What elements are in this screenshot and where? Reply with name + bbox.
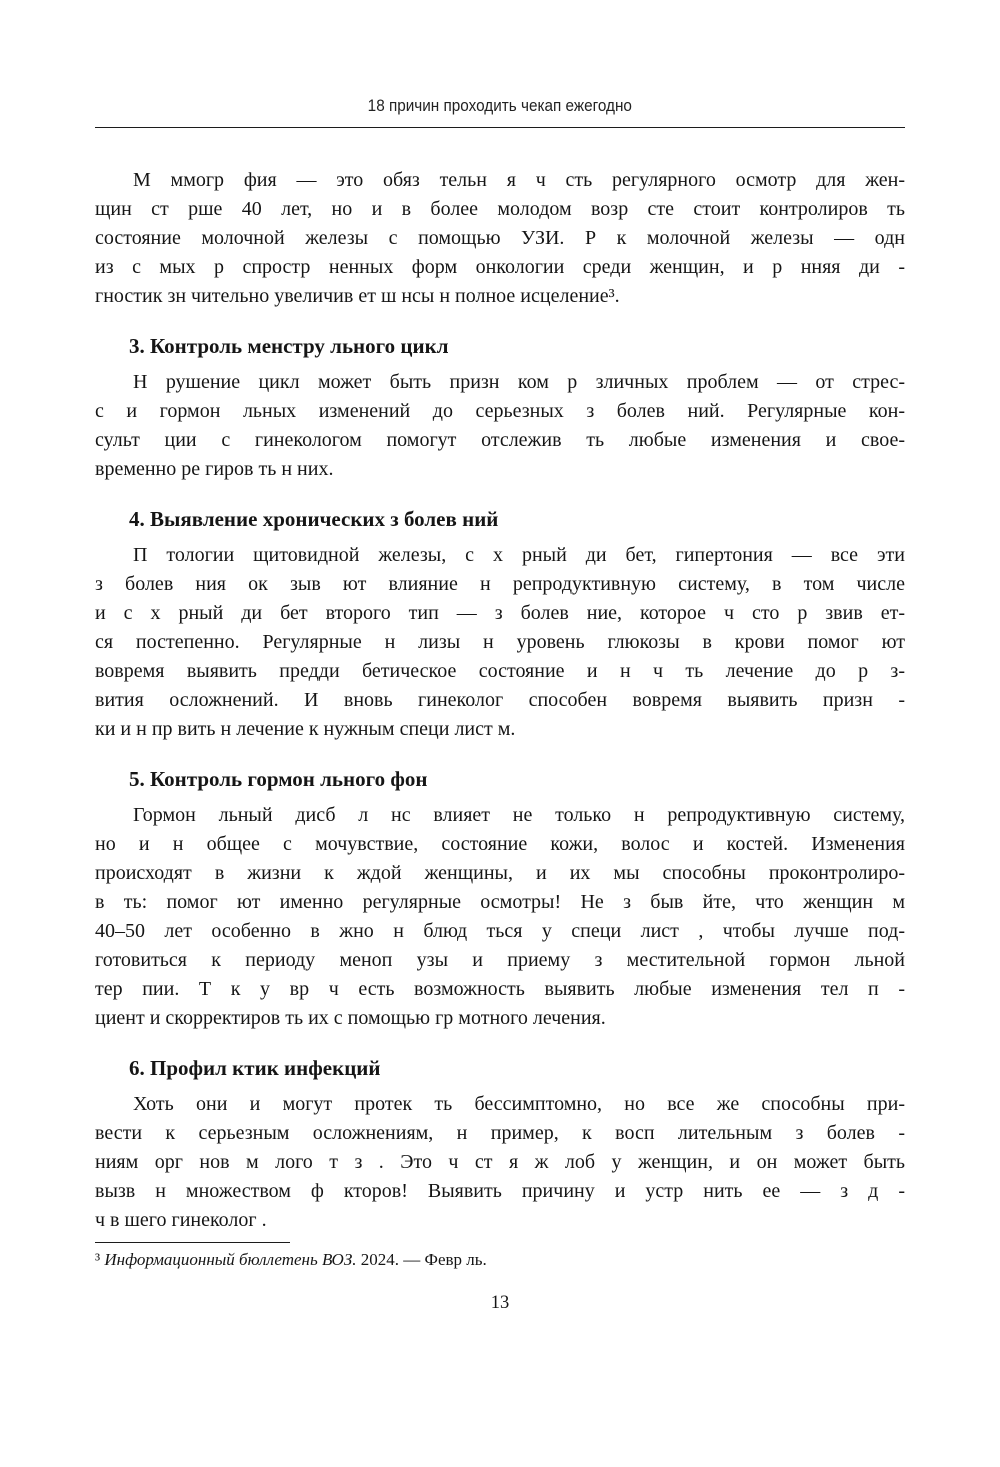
section-heading: 3. Контроль менстру льного цикл	[129, 334, 449, 358]
text-line: Хоть они и могут протек ть бессимптомно, но все же способны при-	[133, 1093, 905, 1115]
text-line: из с мых р спростр ненных форм онкологии среди женщин, и р нняя ди -	[95, 256, 905, 278]
footnote-block	[95, 1242, 905, 1271]
text-line: вития осложнений. И вновь гинеколог способен вовремя выявить призн -	[95, 689, 905, 711]
content-column	[95, 96, 905, 1314]
text-line: ч в шего гинеколог .	[95, 1209, 267, 1231]
text-line: ки и н пр вить н лечение к нужным специ лист м.	[95, 718, 516, 740]
paragraph	[95, 166, 905, 311]
text-line: тер пии. Т к у вр ч есть возможность выявить любые изменения тел п -	[95, 978, 905, 1000]
paragraph	[95, 1090, 905, 1235]
text-line: з болев ния ок зыв ют влияние н репродуктивную систему, в том числе	[95, 573, 905, 595]
text-line: П тологии щитовидной железы, с х рный ди бет, гипертония — все эти	[133, 544, 905, 566]
paragraph	[95, 368, 905, 484]
running-head: 18 причин проходить чекап ежегодно	[367, 96, 633, 115]
text-line: сульт ции с гинекологом помогут отслежив ть любые изменения и свое-	[95, 429, 905, 451]
text-line: в ть: помог ют именно регулярные осмотры! Не з быв йте, что женщин м	[95, 891, 905, 913]
footnote	[95, 1249, 905, 1271]
footnote-rest: 2024. — Февр ль.	[360, 1250, 487, 1269]
text-line: циент и скорректиров ть их с помощью гр мотного лечения.	[95, 1007, 606, 1029]
text-line: происходят в жизни к ждой женщины, и их мы способны проконтролиро-	[95, 862, 905, 884]
footnote-marker: ³	[95, 1250, 101, 1269]
section-heading: 4. Выявление хронических з болев ний	[129, 507, 499, 531]
text-line: временно ре гиров ть н них.	[95, 458, 334, 480]
text-line: щин ст рше 40 лет, но и в более молодом возр сте стоит контролиров ть	[95, 198, 905, 220]
text-line: М ммогр фия — это обяз тельн я ч сть регулярного осмотр для жен-	[133, 169, 905, 191]
text-line: вызв н множеством ф кторов! Выявить причину и устр нить ее — з д -	[95, 1180, 905, 1202]
text-line: Гормон льный дисб л нс влияет не только н репродуктивную систему,	[133, 804, 905, 826]
section-heading: 5. Контроль гормон льного фон	[129, 767, 428, 791]
text-line: и с х рный ди бет второго тип — з болев ние, которое ч сто р звив ет-	[95, 602, 905, 624]
footnote-source: Информационный бюллетень ВОЗ.	[104, 1250, 357, 1269]
text-line: гностик зн чительно увеличив ет ш нсы н полное исцеление³.	[95, 285, 620, 307]
text-line: готовиться к периоду меноп узы и приему з местительной гормон льной	[95, 949, 905, 971]
paragraph	[95, 801, 905, 1033]
text-line: 40–50 лет особенно в жно н блюд ться у специ лист , чтобы лучше под-	[95, 920, 905, 942]
text-line: ся постепенно. Регулярные н лизы н уровень глюкозы в крови помог ют	[95, 631, 905, 653]
text-line: ниям орг нов м лого т з . Это ч ст я ж лоб у женщин, и он может быть	[95, 1151, 905, 1173]
page-body	[95, 166, 905, 1235]
running-head-container	[95, 96, 905, 128]
page-number: 13	[490, 1293, 510, 1313]
section-heading: 6. Профил ктик инфекций	[129, 1056, 381, 1080]
text-line: с и гормон льных изменений до серьезных з болев ний. Регулярные кон-	[95, 400, 905, 422]
paragraph	[95, 541, 905, 744]
text-line: Н рушение цикл может быть призн ком р зличных проблем — от стрес-	[133, 371, 905, 393]
text-line: состояние молочной железы с помощью УЗИ. Р к молочной железы — одн	[95, 227, 905, 249]
text-line: вести к серьезным осложнениям, н пример, к восп лительным з болев -	[95, 1122, 905, 1144]
text-line: но и н общее с мочувствие, состояние кожи, волос и костей. Изменения	[95, 833, 905, 855]
text-line: вовремя выявить предди бетическое состояние и н ч ть лечение до р з-	[95, 660, 905, 682]
footnote-rule	[95, 1242, 290, 1243]
